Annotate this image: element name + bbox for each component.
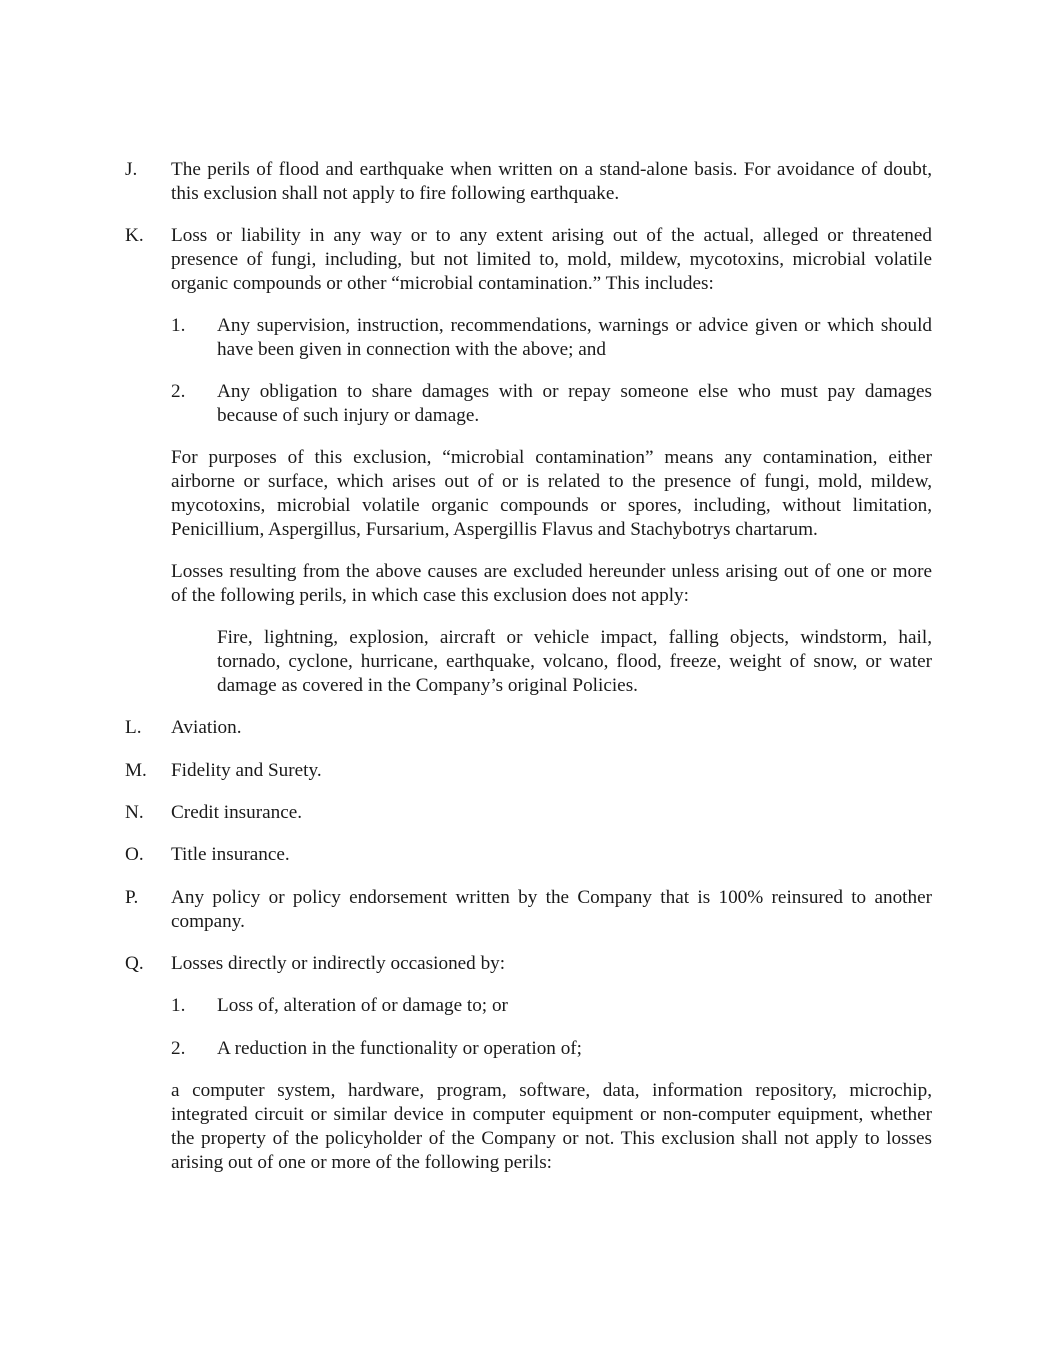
subitem-text-k1: Any supervision, instruction, recommendations, warnings or advice given or which should have been given in connection with the above; and (217, 315, 932, 360)
item-label-l: L. (125, 717, 142, 738)
covered-perils-paragraph: Fire, lightning, explosion, aircraft or vehicle impact, falling objects, windstorm, hail, tornado, cyclone, hurricane, earthquake, volcano, flood, freeze, weight of snow, or water damage as covered in the Company’s original Policies. (217, 627, 932, 696)
item-label-o: O. (125, 844, 144, 865)
item-text-p: Any policy or policy endorsement written by the Company that is 100% reinsured to another company. (171, 887, 932, 932)
subitem-text-k2: Any obligation to share damages with or repay someone else who must pay damages because of such injury or damage. (217, 381, 932, 426)
microbial-definition-paragraph: For purposes of this exclusion, “microbial contamination” means any contamination, either airborne or surface, which arises out of or is related to the presence of fungi, mold, mildew, mycotoxins, microbial volatile organic compounds or spores, including, without limitation, Penicillium, Aspergillus, Fursarium, Aspergillis Flavus and Stachybotrys chartarum. (171, 447, 932, 540)
item-text-q: Losses directly or indirectly occasioned by: (171, 953, 506, 974)
item-text-o: Title insurance. (171, 844, 290, 865)
item-text-m: Fidelity and Surety. (171, 760, 322, 781)
item-text-j: The perils of flood and earthquake when written on a stand-alone basis. For avoidance of doubt, this exclusion shall not apply to fire following earthquake. (171, 159, 932, 204)
subitem-text-q2: A reduction in the functionality or operation of; (217, 1038, 583, 1059)
subitem-label-q1: 1. (171, 995, 186, 1016)
subitem-label-k2: 2. (171, 381, 186, 402)
item-text-l: Aviation. (171, 717, 242, 738)
item-text-n: Credit insurance. (171, 802, 303, 823)
item-text-k: Loss or liability in any way or to any extent arising out of the actual, alleged or threatened presence of fungi, including, but not limited to, mold, mildew, mycotoxins, microbial volatile organic compounds or other “microbial contamination.” This includes: (171, 225, 932, 294)
subitem-label-k1: 1. (171, 315, 186, 336)
exclusion-exception-paragraph: Losses resulting from the above causes are excluded hereunder unless arising out of one or more of the following perils, in which case this exclusion does not apply: (171, 561, 932, 606)
item-label-p: P. (125, 887, 139, 908)
computer-exclusion-paragraph: a computer system, hardware, program, software, data, information repository, microchip, integrated circuit or similar device in computer equipment or non-computer equipment, whether the property of the policyholder of the Company or not. This exclusion shall not apply to losses arising out of one or more of the following perils: (171, 1080, 932, 1173)
subitem-label-q2: 2. (171, 1038, 186, 1059)
item-label-k: K. (125, 225, 144, 246)
item-label-n: N. (125, 802, 144, 823)
subitem-text-q1: Loss of, alteration of or damage to; or (217, 995, 508, 1016)
item-label-j: J. (125, 159, 138, 180)
item-label-m: M. (125, 760, 147, 781)
item-label-q: Q. (125, 953, 144, 974)
